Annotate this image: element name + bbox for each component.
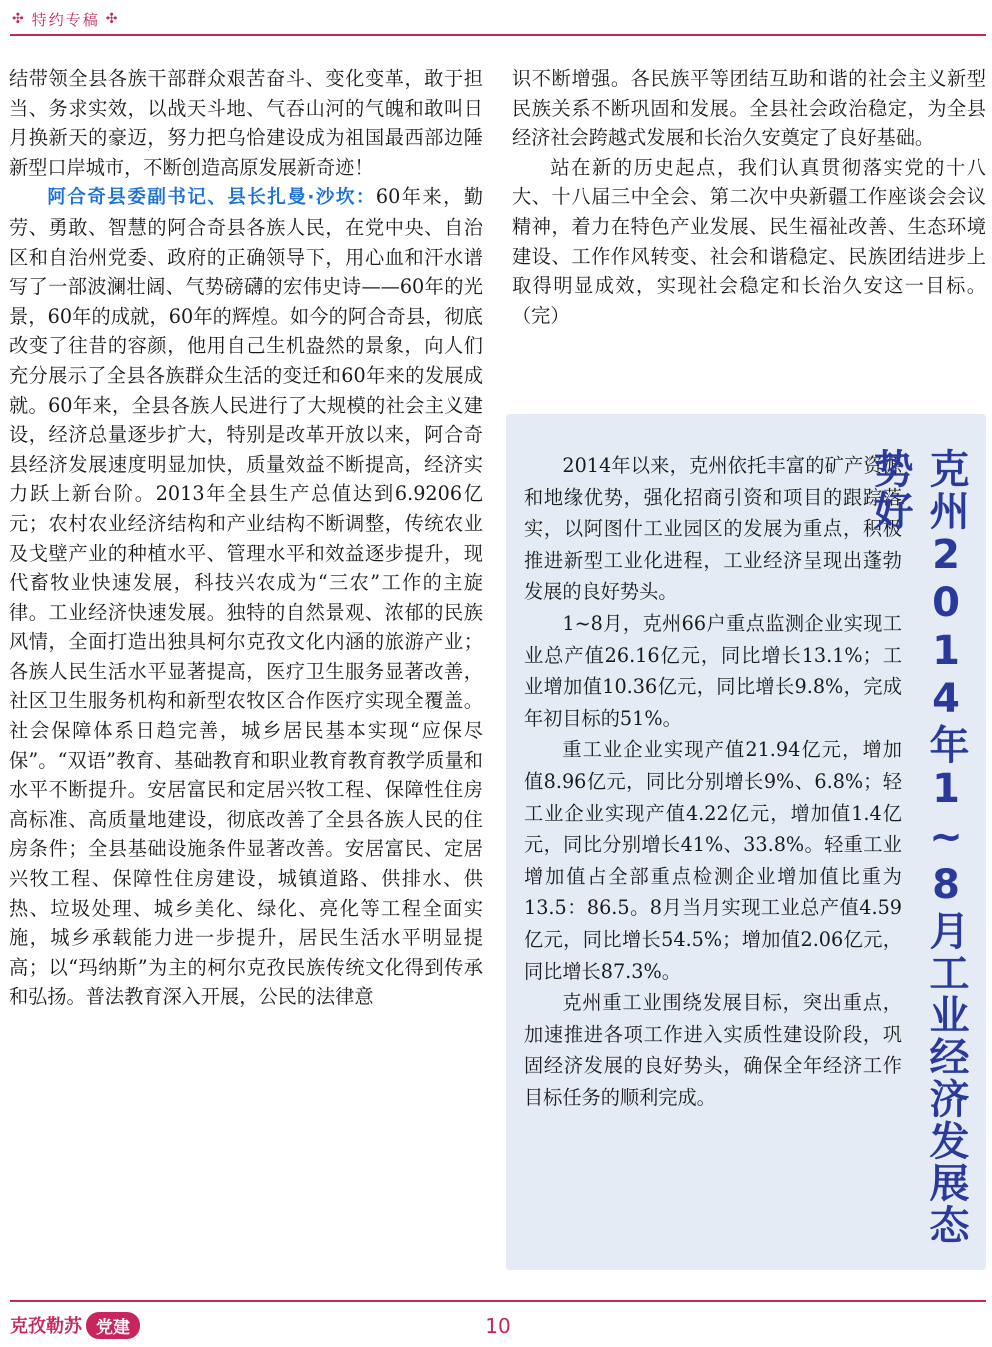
section-header <box>12 6 119 32</box>
header-divider <box>10 34 986 36</box>
sidebox-title: 克州2014年1~8月工业经济发展态势好 <box>867 448 969 1246</box>
news-sidebox <box>506 414 986 1270</box>
flower-ornament-icon: ✣ <box>105 11 120 27</box>
paragraph: 识不断增强。各民族平等团结互助和谐的社会主义新型民族关系不断巩固和发展。全县社会政治稳定，为全县经济社会跨越式发展和长治久安奠定了良好基础。 <box>512 67 986 150</box>
right-column <box>512 64 986 330</box>
sidebox-body <box>524 450 902 1113</box>
footer-divider <box>10 1300 986 1302</box>
flower-ornament-icon: ✣ <box>12 11 26 27</box>
brand-pill: 党建 <box>86 1312 140 1339</box>
paragraph: 结带领全县各族干部群众艰苦奋斗、变化变革，敢于担当、务求实效，以战天斗地、气吞山河的气魄和敢叫日月换新天的豪迈，努力把乌恰建设成为祖国最西部边陲新型口岸城市，不断创造高原发展新奇迹！ <box>9 67 483 179</box>
paragraph: 1~8月，克州66户重点监测企业实现工业总产值26.16亿元，同比增长13.1%；工业增加值10.36亿元，同比增长9.8%，完成年初目标的51%。 <box>524 611 902 730</box>
brand-name: 克孜勒苏 <box>10 1316 82 1337</box>
page-number: 10 <box>485 1314 511 1338</box>
paragraph: 2014年以来，克州依托丰富的矿产资源和地缘优势，强化招商引资和项目的跟踪落实，以阿图什工业园区的发展为重点，积极推进新型工业化进程，工业经济呈现出蓬勃发展的良好势头。 <box>524 454 902 604</box>
paragraph: 克州重工业围绕发展目标，突出重点，加速推进各项工作进入实质性建设阶段，巩固经济发展的良好势头，确保全年经济工作目标任务的顺利完成。 <box>524 991 902 1109</box>
left-column <box>9 64 483 1012</box>
magazine-brand <box>10 1312 140 1338</box>
section-label: 特约专稿 <box>31 10 100 29</box>
paragraph-text: 60年来，勤劳、勇敢、智慧的阿合奇县各族人民，在党中央、自治区和自治州党委、政府的正确领导下，用心血和汗水谱写了一部波澜壮阔、气势磅礴的宏伟史诗——60年的光景，60年的成就，60年的辉煌。如今的阿合奇县，彻底改变了往昔的容颜，他用自己生机盎然的景象，向人们充分展示了全县各族群众生活的变迁和60年来的发展成就。60年来，全县各族人民进行了大规模的社会主义建设，经济总量逐步扩大，特别是改革开放以来，阿合奇县经济发展速度明显加快，质量效益不断提高，经济实力跃上新台阶。2013年全县生产总值达到6.9206亿元；农村农业经济结构和产业结构不断调整，传统农业及戈壁产业的种植水平、管理水平和效益逐步提升，现代畜牧业快速发展，科技兴农成为“三农”工作的主旋律。工业经济快速发展。独特的自然景观、浓郁的民族风情，全面打造出独具柯尔克孜文化内涵的旅游产业；各族人民生活水平显著提高，医疗卫生服务显著改善，社区卫生服务机构和新型农牧区合作医疗实现全覆盖。社会保障体系日趋完善，城乡居民基本实现“应保尽保”。“双语”教育、基础教育和职业教育教育教学质量和水平不断提升。安居富民和定居兴牧工程、保障性住房高标准、高质量地建设，彻底改善了全县各族人民的住房条件；全县基础设施条件显著改善。安居富民、定居兴牧工程、保障性住房建设，城镇道路、供排水、供热、垃圾处理、城乡美化、绿化、亮化等工程全面实施，城乡承载能力进一步提升，居民生活水平明显提高；以“玛纳斯”为主的柯尔克孜民族传统文化得到传承和弘扬。普法教育深入开展，公民的法律意 <box>9 185 484 1009</box>
paragraph: 重工业企业实现产值21.94亿元，增加值8.96亿元，同比分别增长9%、6.8%；轻工业企业实现产值4.22亿元，增加值1.4亿元，同比分别增长41%、33.8%。轻重工业增加值占全部重点检测企业增加值比重为13.5：86.5。8月当月实现工业总产值4.59亿元，同比增长54.5%；增加值2.06亿元，同比增长87.3%。 <box>524 738 902 983</box>
speaker-name: 阿合奇县委副书记、县长扎曼·沙坎： <box>47 187 376 209</box>
paragraph <box>9 182 483 1012</box>
paragraph: 站在新的历史起点，我们认真贯彻落实党的十八大、十八届三中全会、第二次中央新疆工作座谈会会议精神，着力在特色产业发展、民生福祉改善、生态环境建设、工作作风转变、社会和谐稳定、民族团结进步上取得明显成效，实现社会稳定和长治久安这一目标。（完） <box>512 155 986 327</box>
